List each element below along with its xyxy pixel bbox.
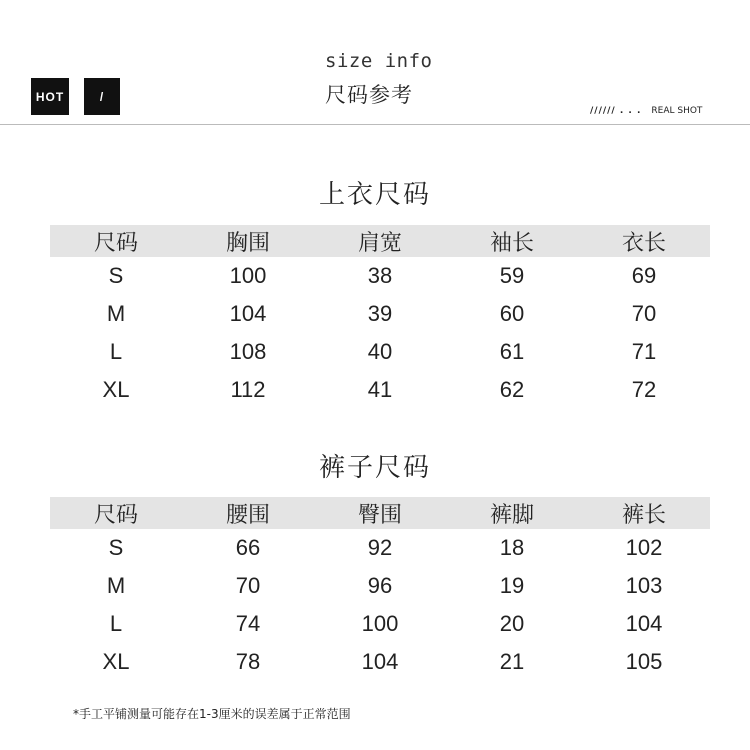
column-header: 尺码	[93, 230, 138, 256]
table-cell: 104	[361, 649, 399, 674]
table-row	[50, 529, 710, 567]
pants-table-title: 裤子尺码	[318, 453, 431, 483]
table-row	[50, 643, 710, 681]
column-header: 袖长	[489, 230, 534, 256]
header	[0, 0, 750, 125]
table-cell: S	[108, 535, 124, 560]
table-cell: L	[109, 611, 123, 636]
table-cell: 40	[367, 339, 393, 364]
table-cell: 105	[625, 649, 663, 674]
real-shot-label	[590, 106, 702, 116]
slash-dots-decoration: ////// . . .	[590, 106, 642, 116]
table-cell: XL	[102, 649, 130, 674]
table-cell: 21	[499, 649, 525, 674]
table-cell: 108	[229, 339, 267, 364]
table-cell: XL	[102, 377, 130, 402]
table-cell: 66	[235, 535, 261, 560]
slash-badge: /	[84, 78, 120, 115]
table-cell: 78	[235, 649, 261, 674]
table-cell: 104	[625, 611, 663, 636]
table-cell: 92	[367, 535, 393, 560]
column-header: 腰围	[225, 502, 270, 528]
table-cell: L	[109, 339, 123, 364]
table-cell: 70	[631, 301, 657, 326]
table-row	[50, 333, 710, 371]
table-cell: 69	[631, 263, 657, 288]
table-cell: 70	[235, 573, 261, 598]
title-english: size info	[325, 50, 433, 72]
column-header: 裤长	[621, 502, 666, 528]
table-cell: 61	[499, 339, 525, 364]
table-cell: 74	[235, 611, 261, 636]
table-cell: 71	[631, 339, 657, 364]
table-header	[50, 497, 710, 529]
tops-table-title: 上衣尺码	[318, 180, 431, 210]
hot-badge: HOT	[31, 78, 69, 115]
table-cell: 96	[367, 573, 393, 598]
table-cell: 20	[499, 611, 525, 636]
pants-size-table	[50, 497, 710, 681]
table-cell: S	[108, 263, 124, 288]
tops-size-table	[50, 225, 710, 409]
table-cell: 41	[367, 377, 393, 402]
table-row	[50, 605, 710, 643]
table-cell: 112	[230, 377, 266, 402]
table-row	[50, 295, 710, 333]
table-cell: 60	[499, 301, 525, 326]
column-header: 臀围	[357, 502, 402, 528]
real-shot-text: REAL SHOT	[651, 106, 703, 116]
table-cell: 102	[625, 535, 663, 560]
table-row	[50, 371, 710, 409]
table-cell: 100	[361, 611, 399, 636]
table-cell: 18	[499, 535, 525, 560]
table-row	[50, 567, 710, 605]
table-cell: 38	[367, 263, 393, 288]
table-cell: 72	[631, 377, 657, 402]
column-header: 裤脚	[489, 502, 534, 528]
table-header	[50, 225, 710, 257]
table-cell: 100	[229, 263, 267, 288]
table-cell: 62	[499, 377, 525, 402]
table-cell: M	[106, 301, 126, 326]
table-cell: 59	[499, 263, 525, 288]
table-cell: M	[106, 573, 126, 598]
table-cell: 103	[625, 573, 663, 598]
header-divider	[0, 124, 750, 125]
title-chinese: 尺码参考	[325, 83, 413, 107]
column-header: 肩宽	[357, 230, 402, 256]
table-cell: 19	[499, 573, 525, 598]
table-cell: 39	[367, 301, 393, 326]
column-header: 衣长	[621, 230, 666, 256]
table-row	[50, 257, 710, 295]
column-header: 尺码	[93, 502, 138, 528]
measurement-footnote: *手工平铺测量可能存在1-3厘米的误差属于正常范围	[73, 707, 351, 721]
column-header: 胸围	[225, 230, 270, 256]
table-cell: 104	[229, 301, 267, 326]
